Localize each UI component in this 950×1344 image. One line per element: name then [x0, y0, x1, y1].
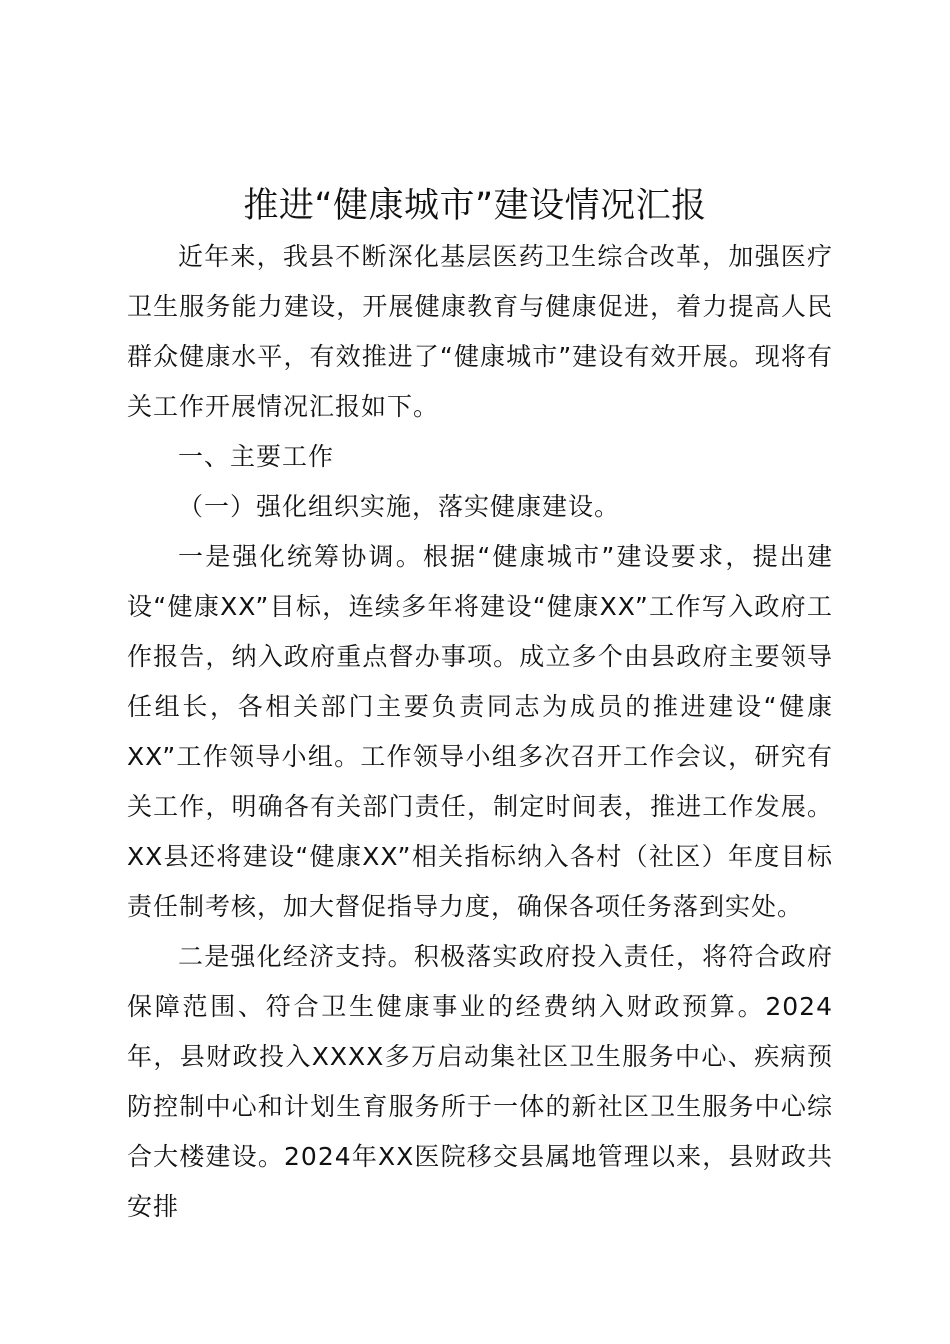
document-body	[127, 232, 833, 1232]
document-title: 推进“健康城市”建设情况汇报	[243, 186, 707, 226]
section-heading: 一、主要工作	[178, 442, 335, 471]
intro-paragraph: 近年来，我县不断深化基层医药卫生综合改革，加强医疗卫生服务能力建设，开展健康教育与健康促进，着力提高人民群众健康水平，有效推进了“健康城市”建设有效开展。现将有关工作开展情况汇报如下。	[127, 242, 833, 421]
subsection-heading: （一）强化组织实施，落实健康建设。	[178, 492, 621, 521]
body-paragraph: 一是强化统筹协调。根据“健康城市”建设要求，提出建设“健康XX”目标，连续多年将建设“健康XX”工作写入政府工作报告，纳入政府重点督办事项。成立多个由县政府主要领导任组长，各相关部门主要负责同志为成员的推进建设“健康XX”工作领导小组。工作领导小组多次召开工作会议，研究有关工作，明确各有关部门责任，制定时间表，推进工作发展。XX县还将建设“健康XX”相关指标纳入各村（社区）年度目标责任制考核，加大督促指导力度，确保各项任务落到实处。	[127, 542, 833, 921]
body-paragraph: 二是强化经济支持。积极落实政府投入责任，将符合政府保障范围、符合卫生健康事业的经费纳入财政预算。2024年，县财政投入XXXX多万启动集社区卫生服务中心、疾病预防控制中心和计划生育服务所于一体的新社区卫生服务中心综合大楼建设。2024年XX医院移交县属地管理以来，县财政共安排	[127, 942, 833, 1221]
